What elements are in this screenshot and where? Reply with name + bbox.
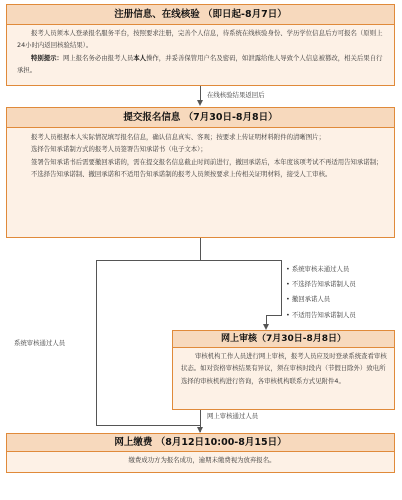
submit-step-1: 报考人员根据本人实际情况填写报名信息，确认信息真实、客观；按要求上传证明材料附件的清晰图片； — [31, 133, 325, 141]
arrow-1-label: 在线核验结果返回后 — [207, 91, 265, 99]
arrow-1-line — [200, 86, 201, 101]
step-online-payment-title: 网上缴费 （8月12日10:00-8月15日） — [7, 434, 394, 452]
condition-item: • 撤回承诺人员 — [286, 292, 356, 307]
condition-item: • 系统审核未通过人员 — [286, 262, 356, 277]
special-tip: 特别提示：网上报名务必由报考人员本人操作，并妥善保管用户名及密码，如泄露给他人导致个人信息被篡改，相关后果自行承担。 — [17, 53, 383, 75]
system-passed-label: 系统审核通过人员 — [14, 339, 66, 347]
connector-review-down — [200, 410, 201, 425]
step-online-review-body — [181, 350, 389, 387]
step-submit-info-title: 提交报名信息 （7月30日-8月8日） — [7, 108, 394, 128]
step-submit-info-body — [17, 131, 387, 181]
step-online-review-title: 网上审核（7月30日-8月8日） — [173, 331, 394, 348]
arrow-1-head — [197, 100, 203, 106]
condition-item: • 不适用告知承诺制人员 — [286, 308, 356, 323]
submit-step-3: 签署告知承诺书后需要撤回承诺的，需在提交报名信息截止时间前进行，撤回承诺后，本年度该项考试不再适用告知承诺制； — [31, 157, 383, 166]
step-register-verify — [6, 4, 395, 86]
step-submit-info — [6, 107, 395, 238]
step-online-review — [172, 330, 395, 410]
connector-left-branch — [96, 260, 97, 425]
step-online-payment — [6, 433, 395, 473]
connector-down — [200, 238, 201, 260]
connector-horizontal — [96, 260, 282, 261]
special-tip-label: 特别提示： — [31, 53, 63, 62]
connector-merge — [96, 425, 201, 426]
condition-item: • 不选择告知承诺制人员 — [286, 277, 356, 292]
register-instructions: 报考人员须本人登录报名服务平台，按照要求注册，完善个人信息，待系统在线核验身份、学历学位信息后方可报名（原则上24小时内返回核验结果）。 — [17, 29, 383, 50]
step-register-verify-title: 注册信息、在线核验 （即日起-8月7日） — [7, 5, 394, 25]
submit-step-4: 不选择告知承诺制、撤回承诺和不适用告知承诺制的报考人员须按要求上传相关证明材料，接受人工审核。 — [31, 170, 332, 179]
step-online-payment-body — [17, 454, 387, 466]
connector-right-to-review — [266, 315, 282, 316]
connector-right-branch — [281, 260, 282, 315]
submit-step-2: 选择告知承诺制方式的报考人员签署告知承诺书（电子文本）； — [31, 145, 207, 154]
step-register-verify-body — [17, 27, 387, 77]
manual-review-conditions — [286, 262, 356, 323]
payment-instructions: 缴费成功方为报名成功，逾期未缴费视为放弃报名。 — [128, 456, 276, 464]
review-instructions: 审核机构工作人员进行网上审核，报考人员应及时登录系统查看审核状态。如对资格审核结果有异议，须在审核时段内（节假日除外）致电所选择的审核机构进行咨询，各审核机构联系方式见附件4。 — [181, 352, 387, 385]
arrow-3-label: 网上审核通过人员 — [207, 412, 259, 420]
